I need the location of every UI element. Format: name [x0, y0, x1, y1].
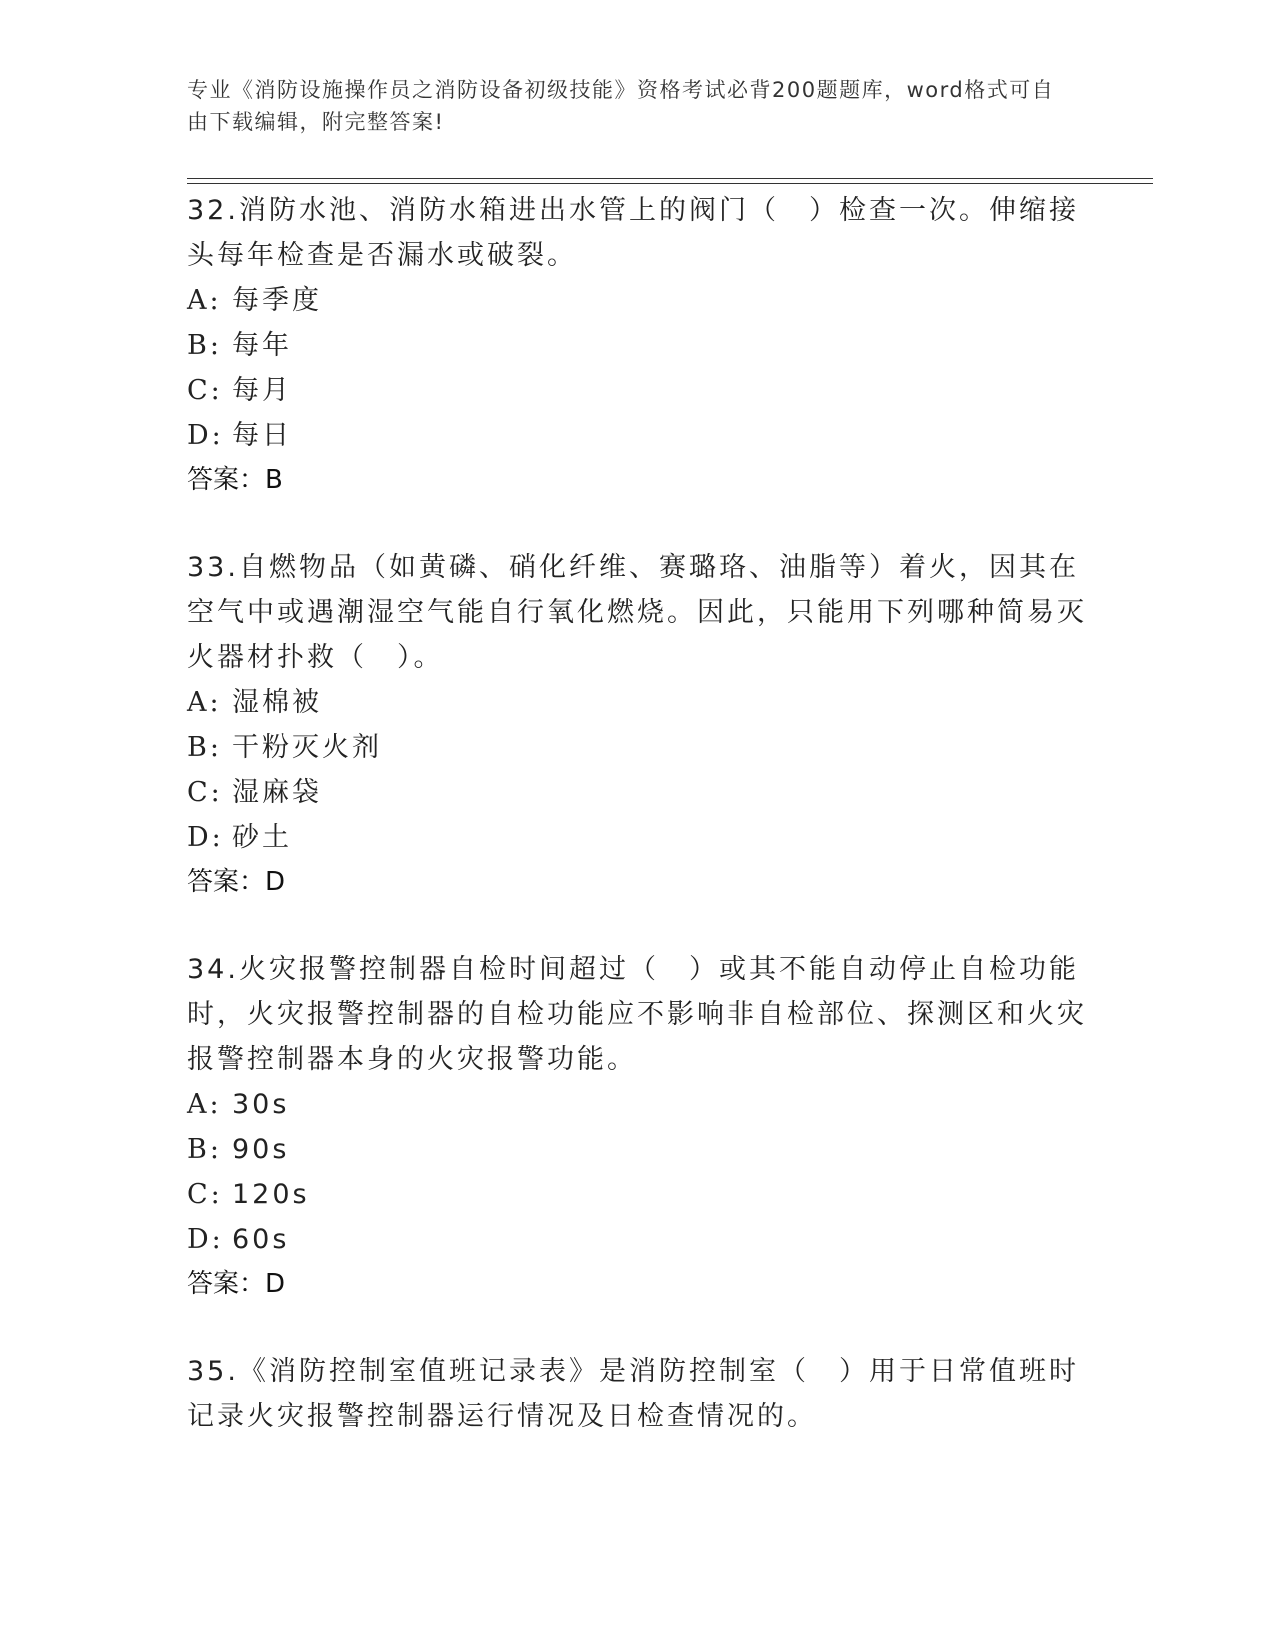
question-stem: 32.消防水池、消防水箱进出水管上的阀门（ ）检查一次。伸缩接头每年检查是否漏水或破裂。	[187, 195, 1079, 271]
answer-line: 答案：B	[187, 465, 283, 495]
question-34	[187, 947, 1087, 1307]
option-text: 60s	[232, 1224, 290, 1255]
option-a	[187, 1082, 1087, 1127]
question-stem: 33.自燃物品（如黄磷、硝化纤维、赛璐珞、油脂等）着火，因其在空气中或遇潮湿空气能自行氧化燃烧。因此，只能用下列哪种简易灭火器材扑救（ ）。	[187, 552, 1087, 673]
option-key: D:	[187, 1224, 224, 1255]
option-text: 90s	[232, 1134, 290, 1165]
option-b	[187, 323, 1087, 368]
option-text: 每月	[232, 375, 292, 406]
question-stem: 35.《消防控制室值班记录表》是消防控制室（ ）用于日常值班时记录火灾报警控制器运行情况及日检查情况的。	[187, 1356, 1079, 1432]
option-c	[187, 368, 1087, 413]
option-a	[187, 278, 1087, 323]
question-35	[187, 1349, 1087, 1439]
option-d	[187, 1217, 1087, 1262]
header-divider-bottom	[187, 183, 1153, 184]
option-text: 每季度	[232, 285, 322, 316]
option-key: A:	[187, 285, 222, 316]
option-b	[187, 1127, 1087, 1172]
option-key: D:	[187, 420, 224, 451]
option-key: A:	[187, 687, 222, 718]
question-32	[187, 188, 1087, 503]
option-key: C:	[187, 375, 223, 406]
answer-line: 答案：D	[187, 1269, 286, 1299]
option-d	[187, 815, 1087, 860]
option-key: A:	[187, 1089, 222, 1120]
question-list	[187, 188, 1087, 1481]
option-text: 30s	[232, 1089, 290, 1120]
option-key: D:	[187, 822, 224, 853]
option-text: 每日	[232, 420, 292, 451]
option-text: 干粉灭火剂	[232, 732, 382, 763]
option-key: C:	[187, 777, 223, 808]
header-divider-top	[187, 178, 1153, 179]
document-header	[187, 74, 1067, 138]
option-key: B:	[187, 330, 222, 361]
option-key: B:	[187, 1134, 222, 1165]
option-c	[187, 1172, 1087, 1217]
answer-line: 答案：D	[187, 867, 286, 897]
option-d	[187, 413, 1087, 458]
question-33	[187, 545, 1087, 905]
option-key: C:	[187, 1179, 223, 1210]
header-intro-text: 专业《消防设施操作员之消防设备初级技能》资格考试必背200题题库，word格式可自由下载编辑，附完整答案!	[187, 78, 1055, 134]
option-a	[187, 680, 1087, 725]
option-text: 每年	[232, 330, 292, 361]
option-text: 砂土	[232, 822, 292, 853]
option-text: 湿棉被	[232, 687, 322, 718]
option-b	[187, 725, 1087, 770]
question-stem: 34.火灾报警控制器自检时间超过（ ）或其不能自动停止自检功能时，火灾报警控制器的自检功能应不影响非自检部位、探测区和火灾报警控制器本身的火灾报警功能。	[187, 954, 1087, 1075]
option-text: 湿麻袋	[232, 777, 322, 808]
option-c	[187, 770, 1087, 815]
option-key: B:	[187, 732, 222, 763]
option-text: 120s	[232, 1179, 310, 1210]
